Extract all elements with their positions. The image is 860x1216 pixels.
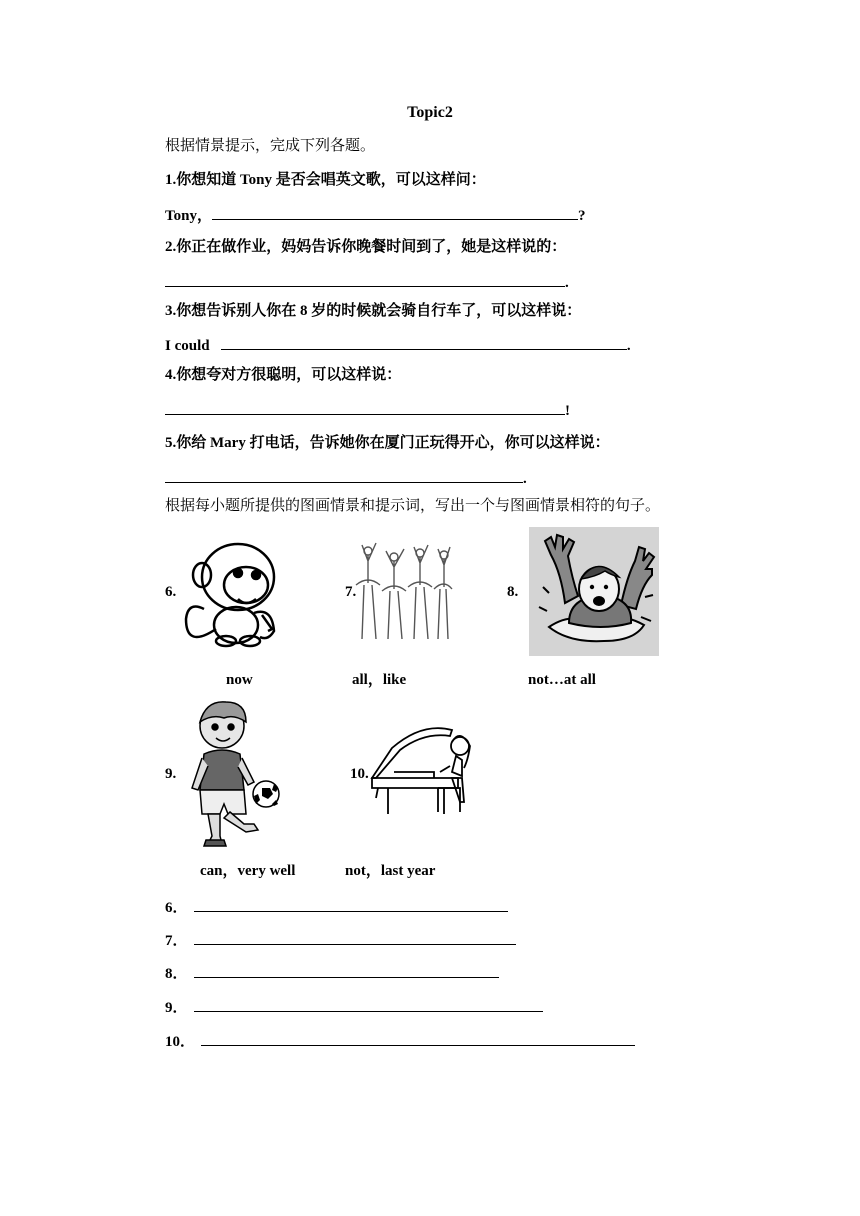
answer-7-number: 7． — [165, 933, 188, 949]
picture-9-number: 9. — [165, 766, 177, 782]
monkey-eating-banana-icon — [176, 537, 284, 649]
picture-7-number: 7. — [345, 584, 357, 600]
answer-6-blank[interactable] — [194, 896, 508, 912]
q5-prompt: 5.你给 Mary 打电话，告诉她你在厦门正玩得开心，你可以这样说： — [165, 435, 610, 451]
picture-6-hint: now — [226, 672, 253, 688]
answer-10-number: 10． — [165, 1034, 196, 1050]
answer-row-10 — [165, 1030, 635, 1052]
q5-answer-blank[interactable] — [165, 467, 523, 483]
answer-10-blank[interactable] — [201, 1030, 635, 1046]
boy-kicking-football-icon — [186, 700, 282, 850]
picture-6-number: 6. — [165, 584, 177, 600]
q1-prompt: 1.你想知道 Tony 是否会唱英文歌，可以这样问： — [165, 172, 486, 188]
q3-prefix: I could — [165, 338, 210, 354]
answer-8-number: 8． — [165, 966, 188, 982]
answer-8-blank[interactable] — [194, 962, 499, 978]
section1-instruction: 根据情景提示，完成下列各题。 — [165, 138, 376, 154]
answer-9-blank[interactable] — [194, 996, 543, 1012]
picture-9-hint: can，very well — [200, 863, 296, 879]
q4-prompt: 4.你想夸对方很聪明，可以这样说： — [165, 367, 402, 383]
q3-prompt: 3.你想告诉别人你在 8 岁的时候就会骑自行车了，可以这样说： — [165, 303, 582, 319]
q3-suffix: . — [626, 338, 631, 354]
q1-answer-row — [165, 204, 585, 226]
picture-7-hint: all，like — [352, 672, 407, 688]
q4-answer-blank[interactable] — [165, 399, 565, 415]
picture-8-number: 8. — [507, 584, 519, 600]
q1-prefix: Tony， — [165, 208, 212, 224]
girl-playing-piano-icon — [368, 724, 472, 818]
q4-suffix: ! — [565, 403, 570, 419]
section2-instruction: 根据每小题所提供的图画情景和提示词，写出一个与图画情景相符的句子。 — [165, 498, 661, 514]
answer-7-blank[interactable] — [194, 929, 516, 945]
page-title: Topic2 — [407, 104, 453, 121]
q2-suffix: . — [565, 275, 569, 291]
q2-prompt: 2.你正在做作业，妈妈告诉你晚餐时间到了，她是这样说的： — [165, 239, 567, 255]
q1-suffix: ? — [577, 208, 586, 224]
picture-10-number: 10. — [350, 766, 369, 782]
answer-row-9 — [165, 996, 543, 1018]
answer-9-number: 9． — [165, 1000, 188, 1016]
q1-answer-blank[interactable] — [212, 204, 578, 220]
ballet-dancers-icon — [354, 541, 454, 641]
q5-answer-row — [165, 467, 527, 489]
drowning-man-icon — [529, 527, 659, 656]
answer-row-6 — [165, 896, 508, 918]
picture-8-hint: not…at all — [528, 672, 596, 688]
q2-answer-row — [165, 271, 569, 293]
q4-answer-row — [165, 399, 570, 421]
q5-suffix: . — [523, 471, 527, 487]
q3-answer-row — [165, 334, 631, 356]
answer-row-7 — [165, 929, 516, 951]
picture-10-hint: not，last year — [345, 863, 436, 879]
answer-row-8 — [165, 962, 499, 984]
q3-answer-blank[interactable] — [221, 334, 627, 350]
answer-6-number: 6． — [165, 900, 188, 916]
q2-answer-blank[interactable] — [165, 271, 565, 287]
